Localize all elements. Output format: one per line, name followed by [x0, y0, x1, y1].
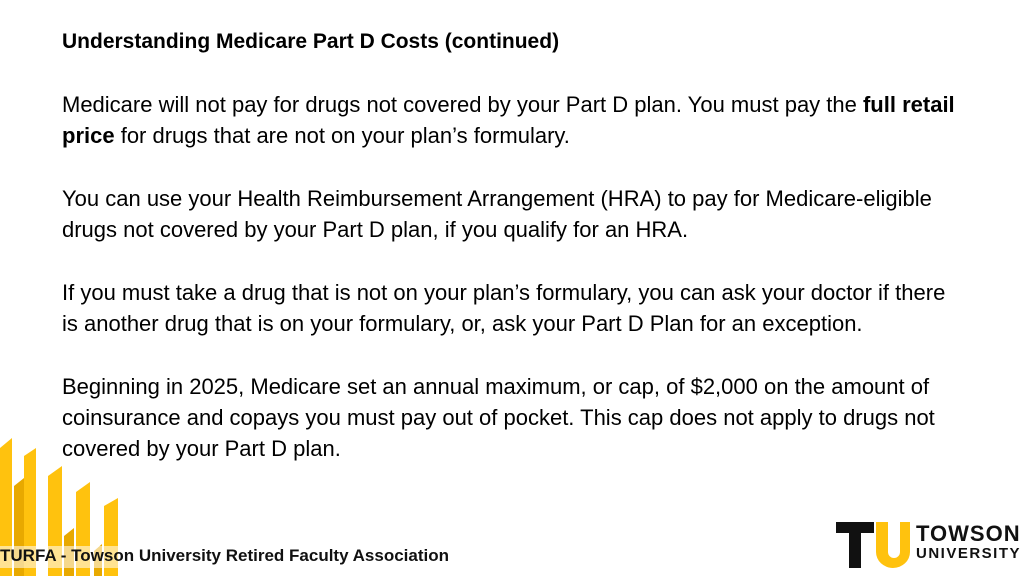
logo-wordmark: [916, 521, 1022, 564]
paragraph-formulary-exception: If you must take a drug that is not on your plan’s formulary, you can ask your doctor if there is another drug that is on your formulary, or, ask your Part D Plan for an exception.: [62, 280, 946, 336]
tu-logo-icon: [836, 522, 910, 568]
footer-organization: TURFA - Towson University Retired Faculty Association: [0, 546, 449, 565]
paragraph-retail-price-bold: full retail price: [62, 92, 955, 148]
slide-content: [62, 28, 962, 464]
paragraph-annual-cap: Beginning in 2025, Medicare set an annual maximum, or cap, of $2,000 on the amount of coinsurance and copays you must pay out of pocket. This cap does not apply to drugs not covered by your Part D plan.: [62, 374, 935, 461]
paragraph-retail-price-text-b: for drugs that are not on your plan’s formulary.: [114, 123, 570, 148]
paragraph-hra: You can use your Health Reimbursement Arrangement (HRA) to pay for Medicare-eligible drugs not covered by your Part D plan, if you qualify for an HRA.: [62, 186, 932, 242]
slide-title: Understanding Medicare Part D Costs (continued): [62, 30, 560, 53]
towson-university-logo: [836, 522, 1024, 568]
logo-line-towson: TOWSON: [916, 521, 1021, 546]
paragraph-retail-price-text-a: Medicare will not pay for drugs not covered by your Part D plan. You must pay the: [62, 92, 863, 117]
logo-line-university: UNIVERSITY: [916, 545, 1022, 562]
paragraph-retail-price: [62, 89, 962, 151]
